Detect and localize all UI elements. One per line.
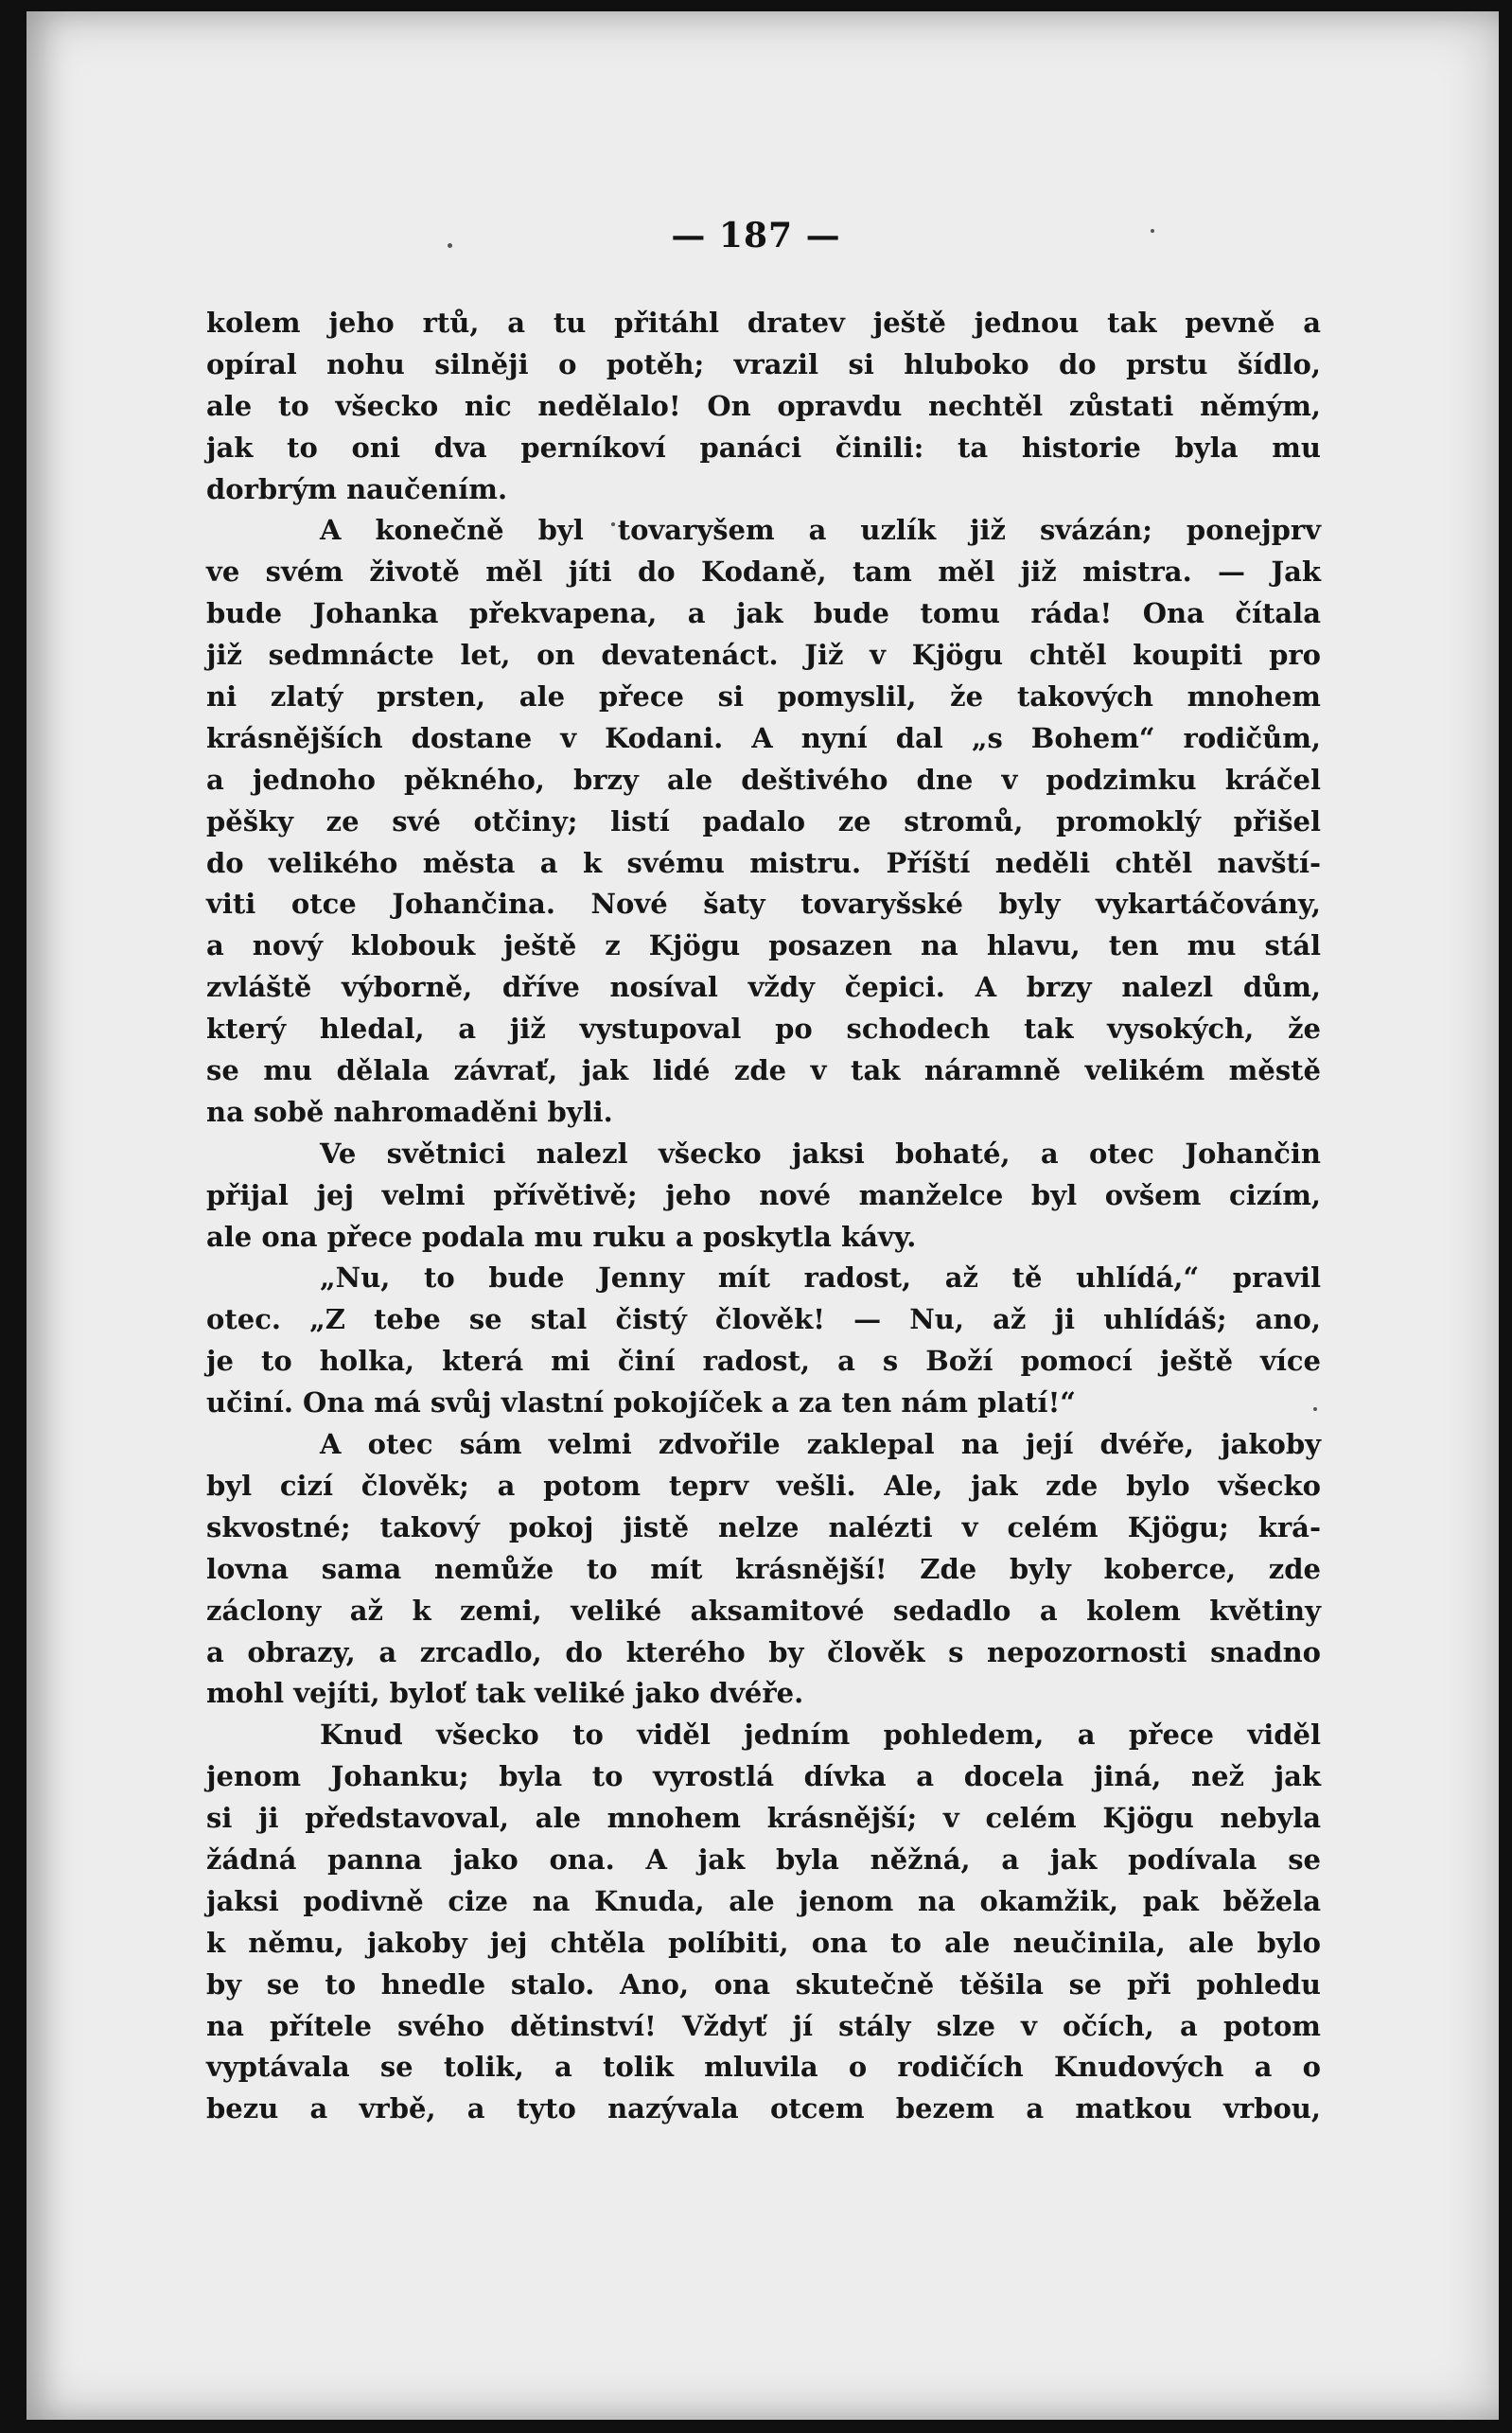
text-line: pěšky ze své otčiny; listí padalo ze stromů, promoklý přišel — [206, 804, 1321, 837]
text-line: a nový klobouk ještě z Kjögu posazen na hlavu, ten mu stál — [206, 929, 1321, 962]
text-line: přijal jej velmi přívětivě; jeho nové manželce byl ovšem cizím, — [206, 1178, 1321, 1211]
text-line: jak to oni dva perníkoví panáci činili: ta historie byla mu — [206, 431, 1321, 464]
text-line: skvostné; takový pokoj jistě nelze nalézti v celém Kjögu; krá- — [206, 1510, 1321, 1543]
page-number: — 187 — — [671, 216, 841, 256]
text-line: ni zlatý prsten, ale přece si pomyslil, že takových mnohem — [206, 680, 1321, 714]
text-line: je to holka, která mi činí radost, a s Boží pomocí ještě více — [206, 1345, 1321, 1378]
text-line: A konečně byl tovaryšem a uzlík již svázán; ponejprv — [320, 514, 1321, 547]
text-line: učiní. Ona má svůj vlastní pokojíček a za ten nám platí!“ — [206, 1386, 1076, 1419]
text-line: jenom Johanku; byla to vyrostlá dívka a docela jiná, než jak — [206, 1760, 1321, 1793]
body-text — [206, 303, 1321, 2130]
text-line: lovna sama nemůže to mít krásnější! Zde byly koberce, zde — [206, 1552, 1321, 1585]
text-line: ale ona přece podala mu ruku a poskytla kávy. — [206, 1220, 917, 1253]
text-line: jaksi podivně cize na Knuda, ale jenom na okamžik, pak běžela — [206, 1884, 1321, 1917]
text-line: žádná panna jako ona. A jak byla něžná, a jak podívala se — [206, 1842, 1321, 1876]
text-line: Ve světnici nalezl všecko jaksi bohaté, a otec Johančin — [320, 1137, 1321, 1170]
text-line: ale to všecko nic nedělalo! On opravdu nechtěl zůstati němým, — [206, 389, 1321, 422]
text-line: se mu dělala závrať, jak lidé zde v tak náramně velikém městě — [206, 1054, 1321, 1087]
text-line: který hledal, a již vystupoval po schodech tak vysokých, že — [206, 1013, 1321, 1046]
text-line: kolem jeho rtů, a tu přitáhl dratev ještě jednou tak pevně a — [206, 307, 1321, 339]
text-line: by se to hnedle stalo. Ano, ona skutečně těšila se při pohledu — [206, 1967, 1321, 2001]
text-line: si ji představoval, ale mnohem krásnější; v celém Kjögu nebyla — [206, 1802, 1321, 1835]
text-line: „Nu, to bude Jenny mít radost, až tě uhlídá,“ pravil — [320, 1261, 1321, 1295]
text-line: vyptávala se tolik, a tolik mluvila o rodičích Knudových a o — [206, 2051, 1321, 2084]
text-line: opíral nohu silněji o potěh; vrazil si hluboko do prstu šídlo, — [206, 347, 1321, 380]
text-line: viti otce Johančina. Nové šaty tovaryšské byly vykartáčovány, — [206, 888, 1321, 921]
text-line: krásnějších dostane v Kodani. A nyní dal „s Bohem“ rodičům, — [206, 721, 1321, 754]
text-line: byl cizí člověk; a potom teprv vešli. Ale, jak zde bylo všecko — [206, 1469, 1321, 1502]
text-line: na přítele svého dětinství! Vždyť jí stály slze v očích, a potom — [206, 2009, 1321, 2042]
text-line: mohl vejíti, byloť tak veliké jako dvéře. — [206, 1677, 804, 1710]
text-line: zvláště výborně, dříve nosíval vždy čepici. A brzy nalezl dům, — [206, 971, 1321, 1004]
text-line: dorbrým naučením. — [206, 472, 508, 505]
text-line: a jednoho pěkného, brzy ale deštivého dne v podzimku kráčel — [206, 763, 1321, 796]
text-line: bude Johanka překvapena, a jak bude tomu ráda! Ona čítala — [206, 597, 1321, 630]
text-line: A otec sám velmi zdvořile zaklepal na její dvéře, jakoby — [320, 1428, 1321, 1461]
text-line: bezu a vrbě, a tyto nazývala otcem bezem a matkou vrbou, — [206, 2092, 1321, 2125]
text-line: otec. „Z tebe se stal čistý člověk! — Nu, až ji uhlídáš; ano, — [206, 1303, 1321, 1336]
text-line: do velikého města a k svému mistru. Příští neděli chtěl navští- — [206, 846, 1321, 879]
text-line: záclony až k zemi, veliké aksamitové sedadlo a kolem květiny — [206, 1594, 1321, 1627]
text-line: Knud všecko to viděl jedním pohledem, a přece viděl — [320, 1719, 1321, 1752]
text-line: již sedmnácte let, on devatenáct. Již v Kjögu chtěl koupiti pro — [206, 639, 1321, 672]
text-line: ve svém životě měl jíti do Kodaně, tam měl již mistra. — Jak — [206, 555, 1321, 589]
text-line: na sobě nahromaděni byli. — [206, 1095, 613, 1128]
text-line: a obrazy, a zrcadlo, do kterého by člověk s nepozornosti snadno — [206, 1635, 1321, 1668]
text-line: k němu, jakoby jej chtěla políbiti, ona to ale neučinila, ale bylo — [206, 1926, 1321, 1959]
